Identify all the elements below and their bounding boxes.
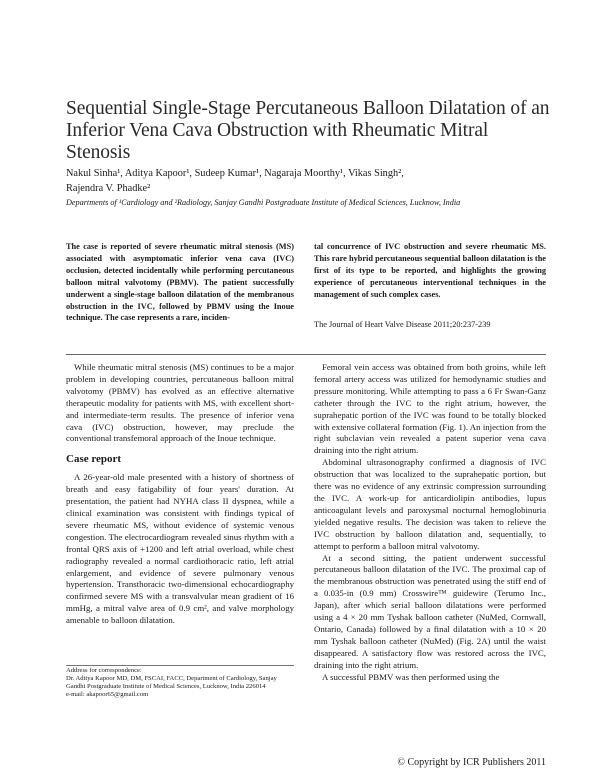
footnote-rule xyxy=(66,665,294,666)
correspondence-address: Dr. Aditya Kapoor MD, DM, FSCAI, FACC, Department of Cardiology, Sanjay Gandhi Postgraduate Institute of Medical Sciences, Lucknow, India 226014 xyxy=(66,675,277,690)
authors-line-1: Nakul Sinha¹, Aditya Kapoor¹, Sudeep Kumar¹, Nagaraja Moorthy¹, Vikas Singh², xyxy=(66,168,404,179)
right-paragraph-1: Femoral vein access was obtained from both groins, while left femoral artery access was utilized for hemodynamic studies and pressure monitoring. While attempting to pass a 6 Fr Swan-Ganz catheter through the IVC to the right atrium, however, the suprahepatic portion of the IVC was found to be totally blocked with extensive collateral formation (Fig. 1). An injection from the right subclavian vein revealed a patent superior vena cava draining into the right atrium. xyxy=(314,362,546,456)
article-title: Sequential Single-Stage Percutaneous Balloon Dilatation of an Inferior Vena Cava Obstruction with Rheumatic Mitral Stenosis xyxy=(66,98,550,163)
correspondence-footnote xyxy=(66,667,294,699)
journal-reference: The Journal of Heart Valve Disease 2011;20:237-239 xyxy=(314,320,491,329)
affiliation: Departments of ¹Cardiology and ²Radiology, Sanjay Gandhi Postgraduate Institute of Medical Sciences, Lucknow, India xyxy=(66,198,461,207)
left-column xyxy=(66,362,294,627)
authors-line-2: Rajendra V. Phadke² xyxy=(66,183,151,194)
correspondence-email: e-mail: akapoor65@gmail.com xyxy=(66,691,149,698)
abstract-left: The case is reported of severe rheumatic mitral stenosis (MS) associated with asymptomatic inferior vena cava (IVC) occlusion, detected incidentally while performing percutaneous balloon mitral valvotomy (PBMV). The patient successfully underwent a single-stage balloon dilatation of the membranous obstruction in the IVC, followed by PBMV using the Inoue technique. The case represents a rare, inciden- xyxy=(66,242,294,323)
abstract-right: tal concurrence of IVC obstruction and severe rheumatic MS. This rare hybrid percutaneous sequential balloon dilatation is the first of its type to be reported, and highlights the growing experience of percutaneous interventional techniques in the management of such complex cases. xyxy=(314,242,546,299)
copyright-notice: © Copyright by ICR Publishers 2011 xyxy=(397,757,546,768)
author-list xyxy=(66,166,546,196)
right-paragraph-4: A successful PBMV was then performed using the xyxy=(322,671,500,682)
right-column xyxy=(314,362,546,683)
case-report-heading: Case report xyxy=(66,453,122,466)
intro-paragraph: While rheumatic mitral stenosis (MS) continues to be a major problem in developing countries, percutaneous balloon mitral valvotomy (PBMV) has evolved as an effective alternative therapeutic modality for patients with MS, with excellent short- and intermediate-term results. The presence of inferior vena cava (IVC) obstruction, however, may preclude the conventional transfemoral approach of the Inoue technique. xyxy=(66,362,294,444)
section-divider xyxy=(66,354,546,355)
right-paragraph-3: At a second sitting, the patient underwent successful percutaneous balloon dilatation of the IVC. The proximal cap of the membranous obstruction was penetrated using the stiff end of a 0.035-in (0.9 mm) Crosswire™ guidewire (Terumo Inc., Japan), after which serial balloon dilatations were performed using a 4 × 20 mm Tyshak balloon catheter (NuMed, Cornwall, Ontario, Canada) followed by a final dilatation with a 10 × 20 mm Tyshak balloon catheter (NuMed) (Fig. 2A) until the waist disappeared. A satisfactory flow was restored across the IVC, draining into the right atrium. xyxy=(314,552,546,670)
case-paragraph: A 26-year-old male presented with a history of shortness of breath and easy fatigability of four years' duration. At presentation, the patient had NYHA class II dyspnea, while a clinical examination was consistent with findings typical of severe rheumatic MS, without evidence of systemic venous congestion. The electrocardiogram revealed sinus rhythm with a frontal QRS axis of +1200 and left atrial overload, while chest radiography revealed a normal cardiothoracic ratio, left atrial enlargement, and evidence of severe pulmonary venous hypertension. Transthoracic two-dimensional echocardiography confirmed severe MS with a transvalvular mean gradient of 16 mmHg, a mitral valve area of 0.9 cm², and valve morphology amenable to balloon dilatation. xyxy=(66,472,294,626)
right-paragraph-2: Abdominal ultrasonography confirmed a diagnosis of IVC obstruction that was localized to the suprahepatic portion, but there was no evidence of any extrinsic compression surrounding the IVC. A work-up for anticardiolipin antibodies, lupus anticoagulant levels and paroxysmal nocturnal hemoglobinuria yielded negative results. The decision was taken to relieve the IVC obstruction by balloon dilatation and, sequentially, to attempt to perform a balloon mitral valvotomy. xyxy=(314,457,546,551)
correspondence-label: Address for correspondence: xyxy=(66,667,142,674)
